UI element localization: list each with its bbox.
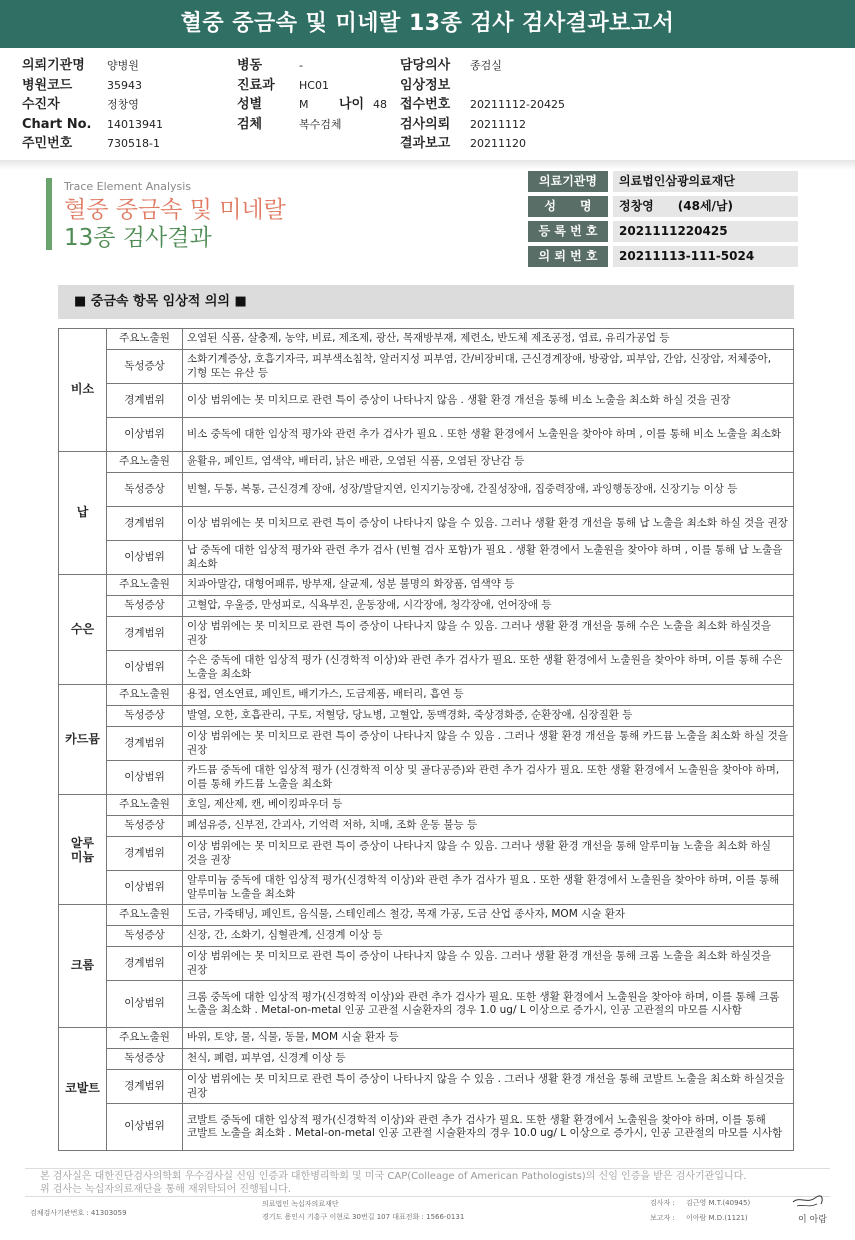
row-label: 독성증상 xyxy=(107,706,183,727)
element-name: 크롬 xyxy=(59,905,107,1028)
row-description: 바위, 토양, 물, 식물, 동물, MOM 시술 환자 등 xyxy=(183,1028,794,1049)
row-label: 주요노출원 xyxy=(107,575,183,596)
tester-label: 검사자 : xyxy=(650,1199,675,1207)
header-label: 임상정보 xyxy=(400,77,451,93)
section-title-line2: 13종 검사결과 xyxy=(64,225,212,251)
element-name: 카드뮴 xyxy=(59,685,107,795)
table-row xyxy=(59,418,794,452)
table-row xyxy=(59,329,794,350)
clinical-meaning-table xyxy=(58,328,794,1151)
table-row xyxy=(59,837,794,871)
row-description: 이상 범위에는 못 미치므로 관련 특이 증상이 나타나지 않음 . 생활 환경 개선을 통해 비소 노출을 최소화 하실 것을 권장 xyxy=(183,384,794,418)
row-description: 코발트 중독에 대한 임상적 평가(신경학적 이상)와 관련 추가 검사가 필요. 또한 생활 환경에서 노출원을 찾아야 하며, 이를 통해 코발트 노출을 최소화 . Metal-on-metal 인공 고관절 시술환자의 경우 10.0 ug/ L 이상으로 증가시, 인공 고관절의 마모를 시사함 xyxy=(183,1104,794,1151)
header-label: 주민번호 xyxy=(22,136,73,151)
row-description: 이상 범위에는 못 미치므로 관련 특이 증상이 나타나지 않을 수 있음. 그러나 생활 환경 개선을 통해 납 노출을 최소화 하실 것을 권장 xyxy=(183,507,794,541)
table-row xyxy=(59,507,794,541)
row-description: 도금, 가죽태닝, 페인트, 음식물, 스테인레스 철강, 목재 가공, 도금 산업 종사자, MOM 시술 환자 xyxy=(183,905,794,926)
section-subtitle: Trace Element Analysis xyxy=(64,180,192,193)
footer-certification xyxy=(40,1170,820,1196)
header-label: 검체 xyxy=(237,116,263,132)
header-value: 20211112-20425 xyxy=(470,98,565,111)
header-label: 수진자 xyxy=(22,97,60,112)
header-value: 20211112 xyxy=(470,117,526,131)
table-row xyxy=(59,452,794,473)
header-value: 종검실 xyxy=(470,59,502,72)
row-label: 주요노출원 xyxy=(107,795,183,816)
header-row xyxy=(400,56,660,76)
reporter-label: 보고자 : xyxy=(650,1214,675,1222)
row-description: 윤활유, 페인트, 염색약, 배터리, 낡은 배관, 오염된 식품, 오염된 장난감 등 xyxy=(183,452,794,473)
row-label: 주요노출원 xyxy=(107,905,183,926)
header-value: HC01 xyxy=(299,78,329,92)
header-value: 정창영 xyxy=(107,98,139,111)
header-col-2 xyxy=(237,56,407,134)
header-label: 결과보고 xyxy=(400,136,451,151)
header-label: 담당의사 xyxy=(400,58,451,73)
row-label: 독성증상 xyxy=(107,596,183,617)
header-value: - xyxy=(299,59,303,72)
cert-line-2: 위 검사는 녹십자의료재단을 통해 재위탁되어 진행됩니다. xyxy=(40,1184,291,1195)
row-description: 천식, 폐렴, 피부염, 신경계 이상 등 xyxy=(183,1049,794,1070)
header-label: 병동 xyxy=(237,58,263,73)
header-col-1 xyxy=(22,56,222,154)
row-description: 수은 중독에 대한 임상적 평가 (신경학적 이상)와 관련 추가 검사가 필요. 또한 생활 환경에서 노출원을 찾아야 하며, 이를 통해 수은 노출을 최소화 xyxy=(183,651,794,685)
row-label: 경계범위 xyxy=(107,617,183,651)
element-name: 코발트 xyxy=(59,1028,107,1151)
header-label: 검사의뢰 xyxy=(400,116,451,132)
row-description: 이상 범위에는 못 미치므로 관련 특이 증상이 나타나지 않을 수 있음 . 그러나 생활 환경 개선을 통해 코발트 노출을 최소화 하실것을 권장 xyxy=(183,1070,794,1104)
table-row xyxy=(59,596,794,617)
element-name: 비소 xyxy=(59,329,107,452)
table-row xyxy=(59,685,794,706)
header-value: 35943 xyxy=(107,78,142,92)
header-row xyxy=(22,134,222,154)
cert-line-1: 본 검사실은 대한진단검사의학회 우수검사실 신임 인증과 대한병리학회 및 미국 CAP(Colleage of American Pathologists)의 신임 인증을 받은 검사기관입니다. xyxy=(40,1171,747,1182)
header-row xyxy=(237,76,407,96)
row-label: 이상범위 xyxy=(107,761,183,795)
row-label: 주요노출원 xyxy=(107,685,183,706)
row-description: 비소 중독에 대한 임상적 평가와 관련 추가 검사가 필요 . 또한 생활 환경에서 노출원을 찾아야 하며 , 이를 통해 비소 노출을 최소화 xyxy=(183,418,794,452)
header-value: 48 xyxy=(373,98,387,111)
row-description: 카드뮴 중독에 대한 임상적 평가 (신경학적 이상 및 골다공증)와 관련 추가 검사가 필요. 또한 생활 환경에서 노출원을 찾아야 하며, 이를 통해 카드뮴 노출을 최소화 xyxy=(183,761,794,795)
title-accent-bar xyxy=(46,178,52,250)
header-label: 병원코드 xyxy=(22,77,73,93)
row-description: 호일, 제산제, 캔, 베이킹파우더 등 xyxy=(183,795,794,816)
table-row xyxy=(59,575,794,596)
report-title: 혈중 중금속 및 미네랄 13종 검사 검사결과보고서 xyxy=(0,0,855,48)
row-description: 알루미늄 중독에 대한 임상적 평가(신경학적 이상)와 관련 추가 검사가 필요 . 또한 생활 환경에서 노출원을 찾아야 하며, 이를 통해 알루미늄 노출을 최소화 xyxy=(183,871,794,905)
table-row xyxy=(59,1028,794,1049)
header-value: 14013941 xyxy=(107,117,163,131)
patient-info-label: 의료기관명 xyxy=(528,171,608,192)
header-label: 나이 xyxy=(339,97,365,112)
meaning-section-title: ■ 중금속 항목 임상적 의의 ■ xyxy=(58,285,794,319)
row-description: 빈혈, 두통, 복통, 근신경계 장애, 성장/발달지연, 인지기능장애, 간질성장애, 집중력장애, 과잉행동장애, 신장기능 이상 등 xyxy=(183,473,794,507)
header-value: 20211120 xyxy=(470,137,526,150)
foundation-address: 경기도 용인시 기흥구 이현로 30번길 107 대표전화 : 1566-0131 xyxy=(262,1213,465,1221)
header-divider xyxy=(0,160,855,170)
header-col-3 xyxy=(400,56,660,154)
row-description: 납 중독에 대한 임상적 평가와 관련 추가 검사 (빈혈 검사 포함)가 필요 . 생활 환경에서 노출원을 찾아야 하며 , 이를 통해 납 노출을 최소화 xyxy=(183,541,794,575)
row-description: 고혈압, 우울증, 만성피로, 식욕부진, 운동장애, 시각장애, 청각장애, 언어장애 등 xyxy=(183,596,794,617)
row-label: 경계범위 xyxy=(107,837,183,871)
foundation-name: 의료법인 녹십자의료재단 xyxy=(262,1200,339,1208)
row-label: 이상범위 xyxy=(107,541,183,575)
patient-info-label: 의 뢰 번 호 xyxy=(528,246,608,267)
row-label: 주요노출원 xyxy=(107,452,183,473)
table-row xyxy=(59,905,794,926)
row-label: 주요노출원 xyxy=(107,329,183,350)
table-row xyxy=(59,795,794,816)
row-description: 이상 범위에는 못 미치므로 관련 특이 증상이 나타나지 않을 수 있음. 그러나 생활 환경 개선을 통해 크롬 노출을 최소화 하실것을 권장 xyxy=(183,947,794,981)
table-row xyxy=(59,1070,794,1104)
row-label: 독성증상 xyxy=(107,926,183,947)
header-label: 접수번호 xyxy=(400,97,451,112)
row-label: 이상범위 xyxy=(107,1104,183,1151)
table-row xyxy=(59,651,794,685)
header-label: 진료과 xyxy=(237,77,275,93)
table-row xyxy=(59,384,794,418)
table-row xyxy=(59,947,794,981)
patient-info-value: 20211113-111-5024 xyxy=(613,246,798,267)
row-label: 경계범위 xyxy=(107,384,183,418)
header-value: 복수검체 xyxy=(299,117,342,131)
header-label: Chart No. xyxy=(22,116,92,132)
element-name: 수은 xyxy=(59,575,107,685)
table-row xyxy=(59,617,794,651)
row-description: 신장, 간, 소화기, 심혈관계, 신경계 이상 등 xyxy=(183,926,794,947)
header-row xyxy=(400,115,660,135)
row-description: 이상 범위에는 못 미치므로 관련 특이 증상이 나타나지 않을 수 있음. 그러나 생활 환경 개선을 통해 수은 노출을 최소화 하실것을 권장 xyxy=(183,617,794,651)
table-row xyxy=(59,1049,794,1070)
section-title-line1: 혈중 중금속 및 미네랄 xyxy=(64,197,286,223)
row-label: 주요노출원 xyxy=(107,1028,183,1049)
row-label: 경계범위 xyxy=(107,507,183,541)
row-label: 독성증상 xyxy=(107,816,183,837)
table-row xyxy=(59,727,794,761)
row-label: 독성증상 xyxy=(107,350,183,384)
table-row xyxy=(59,473,794,507)
row-label: 경계범위 xyxy=(107,727,183,761)
header-row xyxy=(22,56,222,76)
row-description: 오염된 식품, 살충제, 농약, 비료, 제조제, 광산, 목재방부재, 제련소, 반도체 제조공정, 염료, 유리가공업 등 xyxy=(183,329,794,350)
header-row xyxy=(237,56,407,76)
patient-info-value: 정창영 (48세/남) xyxy=(613,196,798,217)
header-row xyxy=(237,115,407,135)
patient-info-value: 2021111220425 xyxy=(613,221,798,242)
header-row xyxy=(22,115,222,135)
row-label: 이상범위 xyxy=(107,871,183,905)
header-row xyxy=(400,76,660,96)
header-value: M xyxy=(299,98,309,111)
table-row xyxy=(59,761,794,795)
row-description: 이상 범위에는 못 미치므로 관련 특이 증상이 나타나지 않을 수 있음. 그러나 생활 환경 개선을 통해 알루미늄 노출을 최소화 하실 것을 권장 xyxy=(183,837,794,871)
header-row xyxy=(22,95,222,115)
row-label: 경계범위 xyxy=(107,947,183,981)
table-row xyxy=(59,706,794,727)
row-description: 치과아말감, 대형어패류, 방부재, 살균제, 성분 불명의 화장품, 염색약 등 xyxy=(183,575,794,596)
header-row xyxy=(237,95,407,115)
row-description: 용접, 연소연료, 페인트, 배기가스, 도금제품, 배터리, 흡연 등 xyxy=(183,685,794,706)
row-label: 이상범위 xyxy=(107,418,183,452)
row-description: 폐섬유증, 신부전, 간괴사, 기억력 저하, 치매, 조화 운동 불능 등 xyxy=(183,816,794,837)
row-description: 크롬 중독에 대한 임상적 평가(신경학적 이상)와 관련 추가 검사가 필요. 또한 생활 환경에서 노출원을 찾아야 하며, 이를 통해 크롬 노출을 최소화 . Metal-on-metal 인공 고관절 시술환자의 경우 1.0 ug/ L 이상으로 증가시, 인공 고관절의 마모를 시사함 xyxy=(183,981,794,1028)
row-label: 경계범위 xyxy=(107,1070,183,1104)
patient-info-label: 성 명 xyxy=(528,196,608,217)
row-label: 이상범위 xyxy=(107,981,183,1028)
footer-divider-2 xyxy=(25,1196,830,1197)
header-value: 730518-1 xyxy=(107,137,160,150)
row-description: 소화기계증상, 호흡기자극, 피부색소침착, 알러지성 피부염, 간/비장비대, 근신경계장애, 방광암, 피부암, 간암, 신장암, 저체중아, 기형 또는 유산 등 xyxy=(183,350,794,384)
row-label: 독성증상 xyxy=(107,473,183,507)
row-description: 발열, 오한, 호흡관리, 구토, 저혈당, 당뇨병, 고혈압, 동맥경화, 죽상경화증, 순환장애, 심장질환 등 xyxy=(183,706,794,727)
header-value: 양병원 xyxy=(107,59,139,72)
report-header xyxy=(22,56,855,156)
agency-number: 검체검사기관번호 : 41303059 xyxy=(30,1209,127,1217)
header-row xyxy=(400,134,660,154)
footer-divider xyxy=(25,1168,830,1169)
table-row xyxy=(59,981,794,1028)
patient-info-label: 등 록 번 호 xyxy=(528,221,608,242)
row-label: 독성증상 xyxy=(107,1049,183,1070)
table-row xyxy=(59,816,794,837)
header-row xyxy=(22,76,222,96)
row-description: 이상 범위에는 못 미치므로 관련 특이 증상이 나타나지 않을 수 있음 . 그러나 생활 환경 개선을 통해 카드뮴 노출을 최소화 하실 것을 권장 xyxy=(183,727,794,761)
table-row xyxy=(59,871,794,905)
tester-name: 김근영 M.T.(40945) xyxy=(686,1199,751,1207)
header-row xyxy=(400,95,660,115)
row-label: 이상범위 xyxy=(107,651,183,685)
table-row xyxy=(59,1104,794,1151)
table-row xyxy=(59,541,794,575)
header-label: 의뢰기관명 xyxy=(22,58,85,73)
element-name: 알루미늄 xyxy=(59,795,107,905)
header-label: 성별 xyxy=(237,97,263,112)
signature-name: 이 아람 xyxy=(798,1215,827,1225)
patient-info-value: 의료법인삼광의료재단 xyxy=(613,171,798,192)
table-row xyxy=(59,926,794,947)
reporter-name: 이아람 M.D.(1121) xyxy=(686,1214,748,1222)
table-row xyxy=(59,350,794,384)
element-name: 납 xyxy=(59,452,107,575)
